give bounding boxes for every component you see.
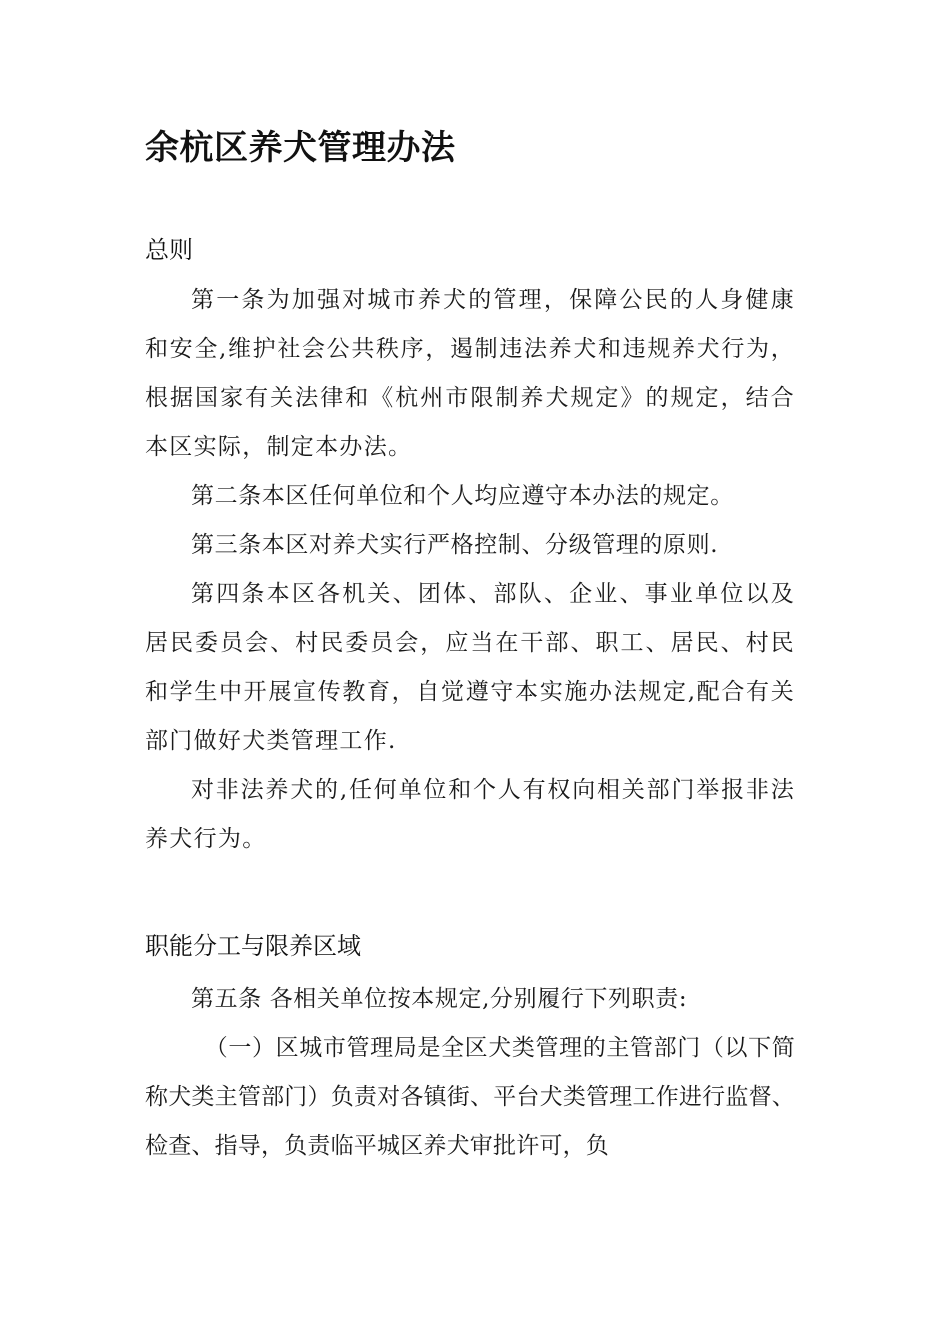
section-body-duties bbox=[145, 975, 795, 1171]
report-illegal-dogs-paragraph: 对非法养犬的,任何单位和个人有权向相关部门举报非法养犬行为。 bbox=[145, 777, 795, 852]
article-4-paragraph: 第四条本区各机关、团体、部队、企业、事业单位以及居民委员会、村民委员会，应当在干部、职工、居民、村民和学生中开展宣传教育，自觉遵守本实施办法规定,配合有关部门做好犬类管理工作. bbox=[145, 581, 795, 754]
section-heading-duties: 职能分工与限养区域 bbox=[145, 932, 361, 960]
article-5-paragraph: 第五条 各相关单位按本规定,分别履行下列职责: bbox=[191, 986, 688, 1012]
section-heading-general: 总则 bbox=[145, 236, 193, 264]
article-1-paragraph: 第一条为加强对城市养犬的管理，保障公民的人身健康和安全,维护社会公共秩序，遏制违法养犬和违规养犬行为，根据国家有关法律和《杭州市限制养犬规定》的规定，结合本区实际，制定本办法。 bbox=[145, 287, 795, 460]
article-2-paragraph: 第二条本区任何单位和个人均应遵守本办法的规定。 bbox=[191, 483, 734, 509]
article-3-paragraph: 第三条本区对养犬实行严格控制、分级管理的原则. bbox=[191, 532, 719, 558]
section-body-general bbox=[145, 276, 795, 864]
article-5-item-1-paragraph: （一）区城市管理局是全区犬类管理的主管部门（以下简称犬类主管部门）负责对各镇街、平台犬类管理工作进行监督、检查、指导，负责临平城区养犬审批许可，负 bbox=[145, 1035, 795, 1159]
document-title: 余杭区养犬管理办法 bbox=[145, 128, 456, 168]
